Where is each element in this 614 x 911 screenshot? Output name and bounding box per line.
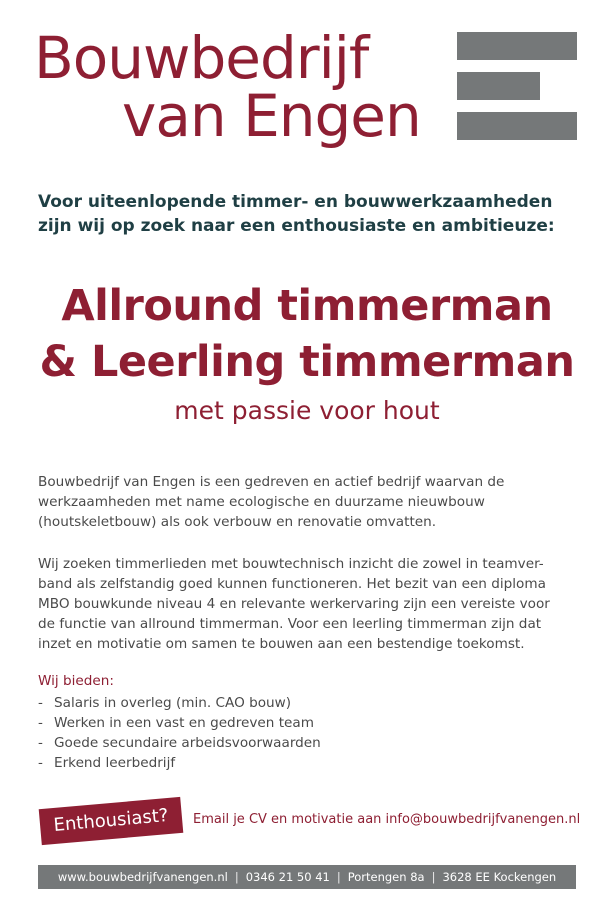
job-subtitle: met passie voor hout: [174, 396, 440, 425]
intro-line: Voor uiteenlopende timmer- en bouwwerkzaamheden: [38, 192, 553, 212]
bullet-dash: -: [38, 715, 43, 731]
company-description: [38, 472, 583, 532]
job-title-allround: Allround timmerman: [61, 281, 553, 331]
footer-separator: |: [336, 870, 341, 884]
phone-number[interactable]: 0346 21 50 41: [245, 870, 330, 884]
offer-item: [38, 753, 321, 773]
bullet-dash: -: [38, 695, 43, 711]
contact-footer: [38, 865, 576, 889]
company-name-line-2: van Engen: [122, 82, 421, 150]
footer-separator: |: [234, 870, 239, 884]
logo-bar-top: [457, 32, 577, 60]
offer-item-text: Salaris in overleg (min. CAO bouw): [54, 695, 292, 711]
offer-list: [38, 693, 321, 773]
offer-item-text: Goede secundaire arbeidsvoorwaarden: [54, 735, 321, 751]
bullet-dash: -: [38, 735, 43, 751]
street-address: Portengen 8a: [347, 870, 425, 884]
paragraph-line: inzet en motivatie om samen te bouwen aan een bestendige toekomst.: [38, 636, 525, 652]
logo-bar-bottom: [457, 112, 577, 140]
job-requirements: [38, 554, 583, 654]
intro-text: [38, 190, 578, 238]
striped-e-logo-icon: [457, 32, 577, 140]
paragraph-line: Wij zoeken timmerlieden met bouwtechnisch inzicht die zowel in teamver-: [38, 556, 544, 572]
website-link[interactable]: www.bouwbedrijfvanengen.nl: [57, 870, 228, 884]
company-name-line-1: Bouwbedrijf: [34, 24, 369, 92]
apply-email-text[interactable]: Email je CV en motivatie aan info@bouwbedrijfvanengen.nl: [193, 812, 581, 827]
offer-item-text: Erkend leerbedrijf: [54, 755, 176, 771]
enthousiast-badge: Enthousiast?: [39, 797, 184, 845]
paragraph-line: band als zelfstandig goed kunnen functioneren. Het bezit van een diploma: [38, 576, 546, 592]
offer-item: [38, 693, 321, 713]
intro-line: zijn wij op zoek naar een enthousiaste en ambitieuze:: [38, 216, 555, 236]
paragraph-line: de functie van allround timmerman. Voor een leerling timmerman zijn dat: [38, 616, 542, 632]
offer-item: [38, 733, 321, 753]
offer-item-text: Werken in een vast en gedreven team: [54, 715, 314, 731]
paragraph-line: werkzaamheden met name ecologische en duurzame nieuwbouw: [38, 494, 485, 510]
paragraph-line: (houtskeletbouw) als ook verbouw en renovatie omvatten.: [38, 514, 437, 530]
offer-item: [38, 713, 321, 733]
footer-separator: |: [431, 870, 436, 884]
postal-city: 3628 EE Kockengen: [442, 870, 557, 884]
bullet-dash: -: [38, 755, 43, 771]
logo-bar-middle: [457, 72, 540, 100]
paragraph-line: Bouwbedrijf van Engen is een gedreven en actief bedrijf waarvan de: [38, 474, 505, 490]
paragraph-line: MBO bouwkunde niveau 4 en relevante werkervaring zijn een vereiste voor: [38, 596, 550, 612]
job-title-leerling: & Leerling timmerman: [39, 337, 575, 387]
offer-heading: Wij bieden:: [38, 673, 114, 689]
